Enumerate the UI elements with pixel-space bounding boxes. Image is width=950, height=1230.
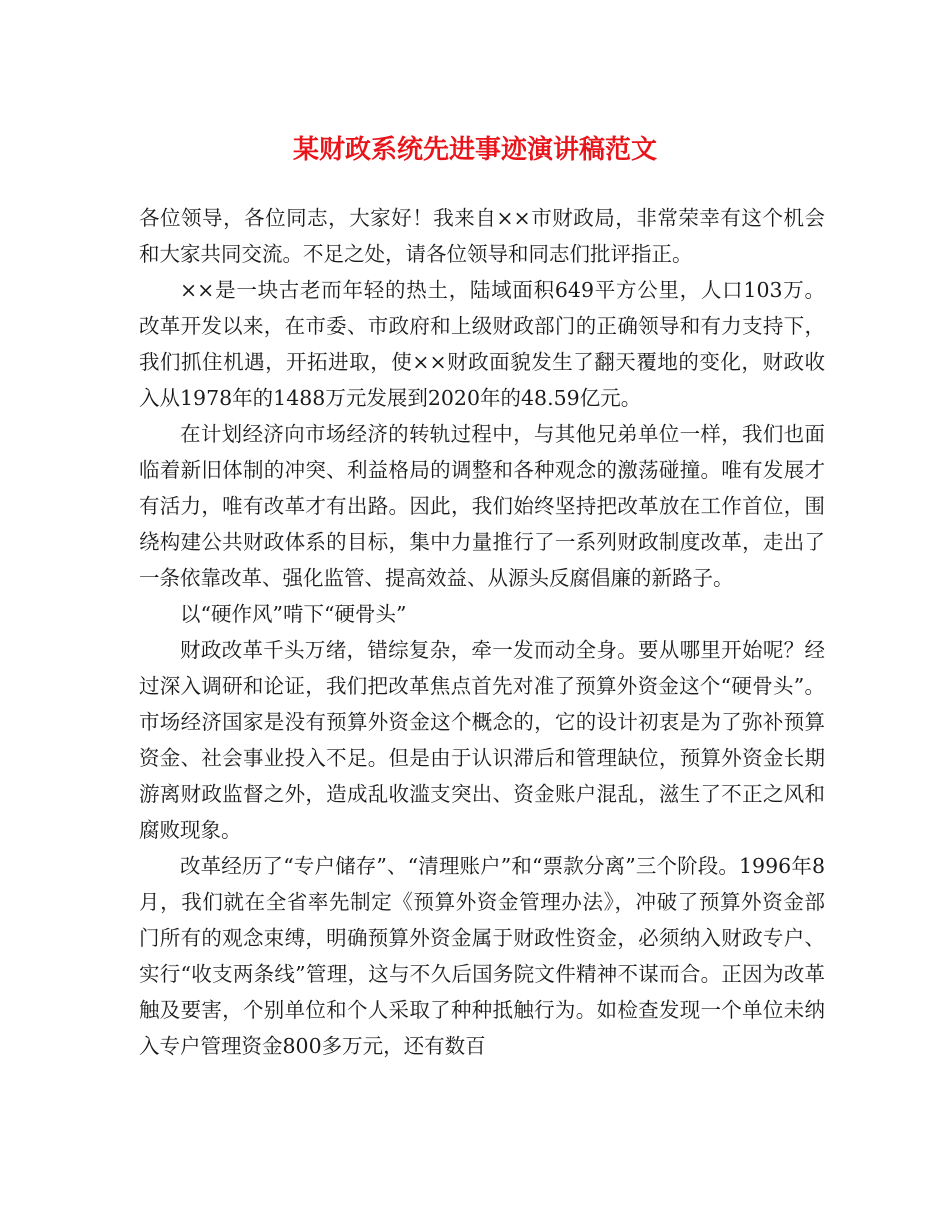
document-body: [139, 200, 825, 1064]
paragraph-reform-stages: 改革经历了“专户储存”、“清理账户”和“票款分离”三个阶段。1996年8月，我们就在全省率先制定《预算外资金管理办法》，冲破了预算外资金部门所有的观念束缚，明确预算外资金属于财政性资金，必须纳入财政专户、实行“收支两条线”管理，这与不久后国务院文件精神不谋而合。正因为改革触及要害，个别单位和个人采取了种种抵触行为。如检查发现一个单位未纳入专户管理资金800多万元，还有数百: [139, 854, 825, 1058]
paragraph-reform-context: 在计划经济向市场经济的转轨过程中，与其他兄弟单位一样，我们也面临着新旧体制的冲突、利益格局的调整和各种观念的激荡碰撞。唯有发展才有活力，唯有改革才有出路。因此，我们始终坚持把改革放在工作首位，围绕构建公共财政体系的目标，集中力量推行了一系列财政制度改革，走出了一条依靠改革、强化监管、提高效益、从源头反腐倡廉的新路子。: [139, 422, 825, 590]
paragraph-reform-focus: 财政改革千头万绪，错综复杂，牵一发而动全身。要从哪里开始呢？经过深入调研和论证，我们把改革焦点首先对准了预算外资金这个“硬骨头”。市场经济国家是没有预算外资金这个概念的，它的设计初衷是为了弥补预算资金、社会事业投入不足。但是由于认识滞后和管理缺位，预算外资金长期游离财政监督之外，造成乱收滥支突出、资金账户混乱，滋生了不正之风和腐败现象。: [139, 638, 825, 842]
document-title: 某财政系统先进事迹演讲稿范文: [292, 135, 657, 165]
section-heading: 以“硬作风”啃下“硬骨头”: [180, 602, 407, 626]
paragraph-city-overview: ××是一块古老而年轻的热土，陆域面积649平方公里，人口103万。改革开发以来，在市委、市政府和上级财政部门的正确领导和有力支持下，我们抓住机遇，开拓进取，使××财政面貌发生了翻天覆地的变化，财政收入从1978年的1488万元发展到2020年的48.59亿元。: [139, 278, 825, 410]
paragraph-greeting: 各位领导，各位同志，大家好！我来自××市财政局，非常荣幸有这个机会和大家共同交流。不足之处，请各位领导和同志们批评指正。: [139, 206, 825, 266]
